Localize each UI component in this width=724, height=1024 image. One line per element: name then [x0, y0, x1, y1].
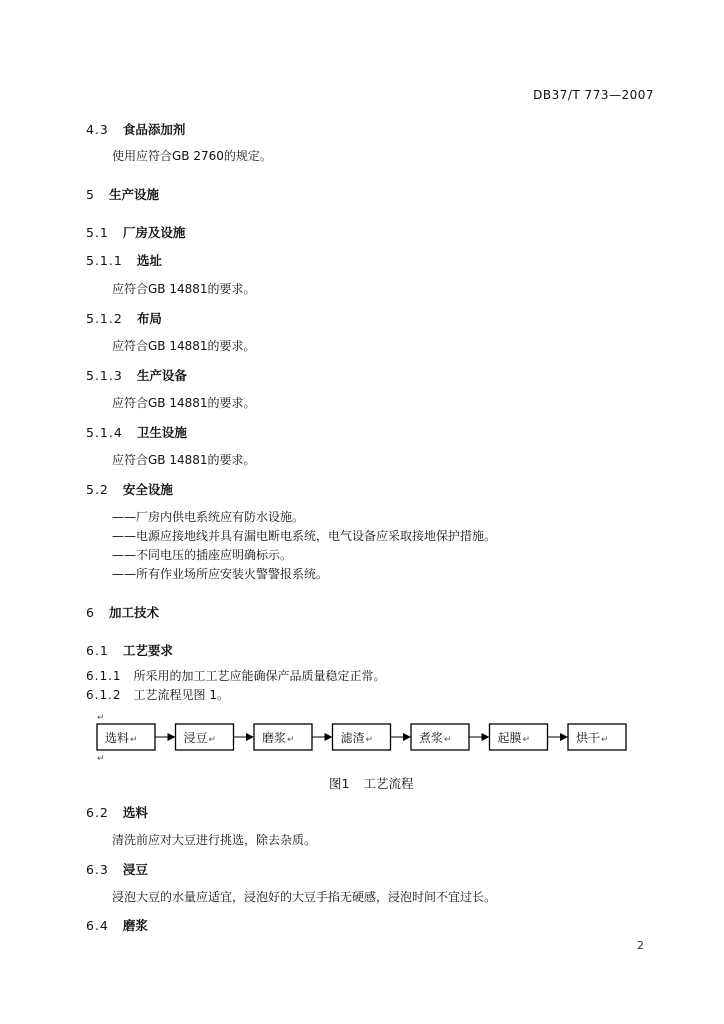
section-heading-4-3 [86, 120, 185, 138]
page-number: 2 [637, 939, 644, 952]
list-item: ——电源应接地线并具有漏电断电系统，电气设备应采取接地保护措施。 [112, 529, 497, 543]
section-number: 6.3 [86, 862, 109, 877]
flow-step-label: 选料 [105, 731, 130, 745]
section-number: 5.2 [86, 482, 109, 497]
format-mark: ↵ [208, 735, 217, 745]
format-mark: ↵ [601, 735, 609, 745]
section-heading-6 [86, 603, 159, 621]
list-item: ——所有作业场所应安装火警警报系统。 [112, 567, 329, 581]
section-title: 生产设施 [108, 187, 159, 202]
section-number: 5.1 [86, 225, 109, 240]
list-item: ——不同电压的插座应明确标示。 [112, 548, 293, 562]
section-heading-5-1-2 [86, 309, 162, 327]
clause-number: 6.1.1 [86, 669, 122, 683]
section-title: 加工技术 [108, 605, 159, 620]
section-heading-5-1-1 [86, 251, 162, 269]
section-number: 6.1 [86, 643, 109, 658]
paragraph-layout: 应符合GB 14881的要求。 [112, 339, 256, 353]
section-title: 选址 [136, 253, 162, 268]
figure-number: 图1 [329, 776, 350, 791]
section-number: 6 [86, 605, 95, 620]
section-title: 磨浆 [122, 918, 148, 933]
section-heading-6-3 [86, 860, 148, 878]
section-title: 卫生设施 [136, 425, 187, 440]
document-code: DB37/T 773—2007 [533, 88, 654, 102]
section-number: 5 [86, 187, 95, 202]
section-number: 5.1.2 [86, 311, 123, 326]
section-number: 5.1.4 [86, 425, 123, 440]
clause-6-1-1 [86, 667, 386, 684]
format-mark: ↵ [97, 754, 105, 764]
section-title: 厂房及设施 [122, 225, 186, 240]
paragraph-select: 清洗前应对大豆进行挑选，除去杂质。 [112, 833, 317, 847]
format-mark: ↵ [444, 735, 452, 745]
section-heading-5-2 [86, 480, 173, 498]
flow-step-label: 滤渣 [340, 731, 365, 745]
section-heading-5-1-3 [86, 366, 187, 384]
section-number: 5.1.3 [86, 368, 123, 383]
clause-number: 6.1.2 [86, 688, 122, 702]
format-mark: ↵ [130, 735, 138, 745]
section-title: 食品添加剂 [122, 122, 186, 137]
clause-6-1-2 [86, 686, 229, 703]
section-heading-5-1 [86, 223, 185, 241]
section-heading-5 [86, 185, 159, 203]
section-title: 布局 [136, 311, 162, 326]
paragraph-additives: 使用应符合GB 2760的规定。 [112, 149, 272, 163]
format-mark: ↵ [287, 735, 295, 745]
format-mark: ↵ [365, 735, 374, 745]
section-number: 5.1.1 [86, 253, 123, 268]
section-heading-6-2 [86, 803, 148, 821]
section-title: 安全设施 [122, 482, 173, 497]
flow-step-label: 磨浆 [262, 731, 287, 745]
clause-text: 所采用的加工工艺应能确保产品质量稳定正常。 [133, 669, 386, 683]
section-heading-6-4 [86, 916, 148, 934]
paragraph-site: 应符合GB 14881的要求。 [112, 282, 256, 296]
figure-title: 工艺流程 [363, 776, 414, 791]
section-number: 4.3 [86, 122, 109, 137]
format-mark: ↵ [522, 735, 531, 745]
list-item: ——厂房内供电系统应有防水设施。 [112, 510, 305, 524]
paragraph-soak: 浸泡大豆的水量应适宜，浸泡好的大豆手掐无硬感，浸泡时间不宜过长。 [112, 890, 497, 904]
flow-step-label: 煮浆 [419, 731, 444, 745]
paragraph-hygiene: 应符合GB 14881的要求。 [112, 453, 256, 467]
figure-caption [329, 774, 413, 792]
section-title: 工艺要求 [122, 643, 173, 658]
section-heading-6-1 [86, 641, 173, 659]
flow-step-label: 烘干 [576, 731, 601, 745]
section-title: 生产设备 [136, 368, 187, 383]
format-mark: ↵ [97, 713, 105, 723]
section-heading-5-1-4 [86, 423, 187, 441]
paragraph-equipment: 应符合GB 14881的要求。 [112, 396, 256, 410]
section-number: 6.4 [86, 918, 109, 933]
section-title: 浸豆 [122, 862, 148, 877]
clause-text: 工艺流程见图 1。 [133, 688, 229, 702]
flow-step-label: 起膜 [497, 731, 522, 745]
process-flow-diagram [96, 712, 626, 762]
section-title: 选料 [122, 805, 148, 820]
flow-step-label: 浸豆 [183, 731, 208, 745]
section-number: 6.2 [86, 805, 109, 820]
